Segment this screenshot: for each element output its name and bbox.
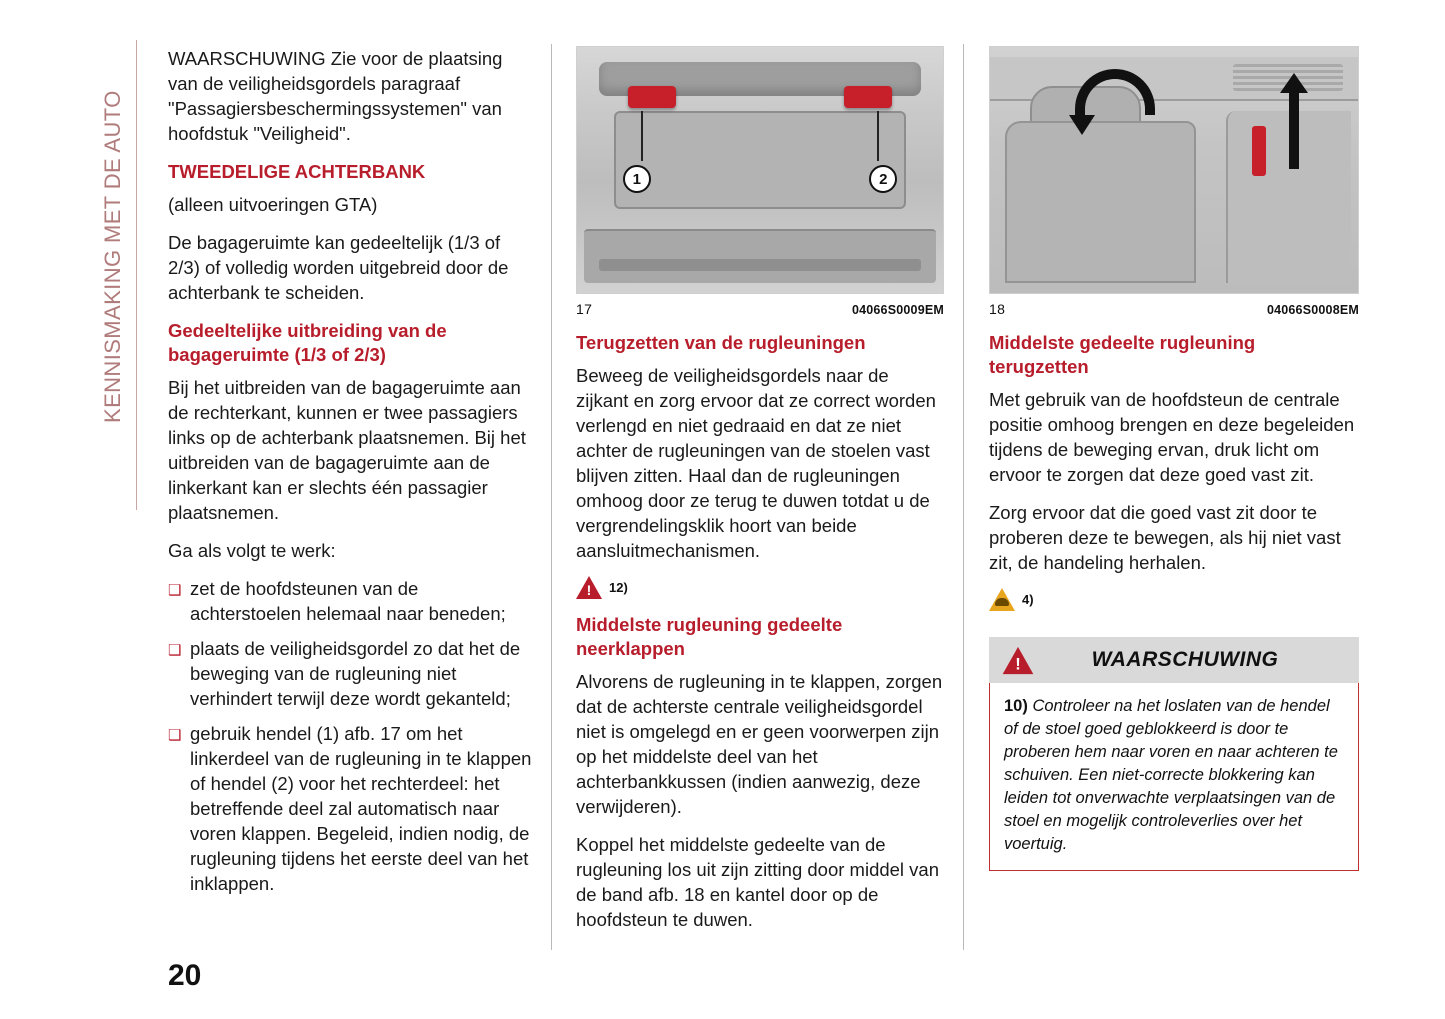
subtitle-gta: (alleen uitvoeringen GTA)	[168, 194, 378, 215]
list-item-label: plaats de veiligheidsgordel zo dat het de beweging van de rugleuning niet verhindert terwijl deze wordt gekanteld;	[190, 638, 521, 709]
release-lever-right	[844, 86, 892, 108]
column-divider-2	[963, 44, 964, 950]
list-item-label: zet de hoofdsteunen van de achterstoelen helemaal naar beneden;	[190, 578, 506, 624]
figure-18-code: 04066S0008EM	[1266, 303, 1359, 317]
figure-17-number: 17	[576, 301, 593, 317]
warning-box-text: Controleer na het loslaten van de hendel of de stoel goed geblokkeerd is door te proberen hem naar voren en naar achteren te schuiven. Een niet-correcte blokkering kan leiden tot onverwachte verplaatsingen van de stoel en mogelijk controleverlies over het voertuig.	[1004, 697, 1338, 853]
column-three	[989, 46, 1359, 871]
paragraph-uitbreiden: Bij het uitbreiden van de bagageruimte aan de rechterkant, kunnen er twee passagiers links op de achterbank plaatsnemen. Bij het uitbreiden van de bagageruimte aan de linkerkant kan er slechts één passagier plaatsnemen.	[168, 377, 526, 523]
paragraph-zorg-ervoor: Zorg ervoor dat die goed vast zit door te proberen deze te bewegen, als hij niet vast zit, de handeling herhalen.	[989, 502, 1341, 573]
heading-middelste-gedeelte: Middelste gedeelte rugleuning terugzetten	[989, 332, 1256, 377]
warning-triangle-icon	[576, 576, 602, 599]
warning-box-body	[989, 683, 1359, 871]
list-item	[168, 636, 533, 711]
paragraph-alvorens: Alvorens de rugleuning in te klappen, zorgen dat de achterste centrale veiligheidsgordel niet is omgelegd en er geen voorwerpen zijn op het middelste deel van het achterbankkussen (indien aanwezig, deze verwijderen).	[576, 671, 943, 817]
page-number: 20	[168, 959, 202, 992]
figure-18-number: 18	[989, 301, 1006, 317]
trunk-floor-shape	[584, 229, 935, 283]
list-item	[168, 576, 533, 626]
figure-17-image	[576, 46, 944, 294]
caution-triangle-icon	[989, 588, 1015, 611]
warning-reference-4	[989, 588, 1359, 611]
warning-reference-label: 12)	[609, 580, 628, 595]
list-item-label: gebruik hendel (1) afb. 17 om het linkerdeel van de rugleuning in te klappen of hendel (2) voor het rechterdeel: het betreffende deel zal automatisch naar voren klappen. Begeleid, indien nodig, de rugleuning tijdens het eerste deel van het inklappen.	[190, 723, 532, 894]
chapter-title: KENNISMAKING MET DE AUTO	[100, 90, 125, 423]
paragraph-terugzetten: Beweeg de veiligheidsgordels naar de zijkant en zorg ervoor dat ze correct worden verlengd en niet gedraaid en dat ze niet achter de rugleuningen van de stoelen vast blijven zitten. Haal dan de rugleuningen omhoog door ze terug te duwen totdat u de vergrendelingsklik hoort van beide aansluitmechanismen.	[576, 365, 936, 561]
paragraph-hoofdsteun: Met gebruik van de hoofdsteun de centrale positie omhoog brengen en deze begeleiden tijdens de beweging ervan, druk licht om ervoor te zorgen dat deze goed vast zit.	[989, 389, 1355, 485]
figure-18-image	[989, 46, 1359, 294]
figure-17	[576, 46, 944, 317]
warning-box-reference: 10)	[1004, 697, 1028, 715]
heading-gedeeltelijke-uitbreiding: Gedeeltelijke uitbreiding van de bagageruimte (1/3 of 2/3)	[168, 320, 447, 365]
warning-reference-label: 4)	[1022, 592, 1034, 607]
bullet-marker-icon: ❑	[168, 582, 182, 599]
figure-18	[989, 46, 1359, 317]
warning-triangle-icon	[1003, 646, 1034, 673]
trunk-sill-shape	[599, 259, 921, 271]
column-one	[168, 46, 533, 906]
warning-reference-12	[576, 576, 944, 599]
warning-box-header	[989, 637, 1359, 683]
seat-side-shape	[1226, 111, 1351, 283]
sidebar-divider	[136, 40, 137, 510]
release-lever-left	[628, 86, 676, 108]
callout-1: 1	[623, 165, 651, 193]
figure-18-caption	[989, 294, 1359, 317]
intro-paragraph: WAARSCHUWING Zie voor de plaatsing van de veiligheidsgordels paragraaf "Passagiersbeschermingssystemen" van hoofdstuk "Veiligheid".	[168, 48, 503, 144]
heading-middelste-rugleuning: Middelste rugleuning gedeelte neerklappen	[576, 614, 843, 659]
column-two	[576, 46, 944, 945]
leader-line-1	[641, 111, 643, 161]
callout-2: 2	[869, 165, 897, 193]
release-strap-shape	[1252, 126, 1266, 176]
warning-box	[989, 637, 1359, 871]
heading-tweedelige-achterbank: TWEEDELIGE ACHTERBANK	[168, 161, 426, 182]
bullet-marker-icon: ❑	[168, 727, 182, 744]
leader-line-2	[877, 111, 879, 161]
arrow-up-icon	[1289, 91, 1299, 169]
figure-17-caption	[576, 294, 944, 317]
paragraph-ga-als-volgt: Ga als volgt te werk:	[168, 540, 336, 561]
paragraph-koppel: Koppel het middelste gedeelte van de rugleuning los uit zijn zitting door middel van de band afb. 18 en kantel door op de hoofdsteun te duwen.	[576, 834, 940, 930]
heading-terugzetten-rugleuningen: Terugzetten van de rugleuningen	[576, 332, 866, 353]
paragraph-bagageruimte: De bagageruimte kan gedeeltelijk (1/3 of 2/3) of volledig worden uitgebreid door de achterbank te scheiden.	[168, 232, 509, 303]
column-divider-1	[551, 44, 552, 950]
figure-17-code: 04066S0009EM	[851, 303, 944, 317]
bullet-marker-icon: ❑	[168, 642, 182, 659]
list-item	[168, 721, 533, 896]
seat-back-shape	[1005, 121, 1196, 283]
chapter-sidebar	[78, 40, 140, 510]
trunk-well-shape	[614, 111, 907, 209]
warning-box-title: WAARSCHUWING	[1091, 648, 1279, 671]
